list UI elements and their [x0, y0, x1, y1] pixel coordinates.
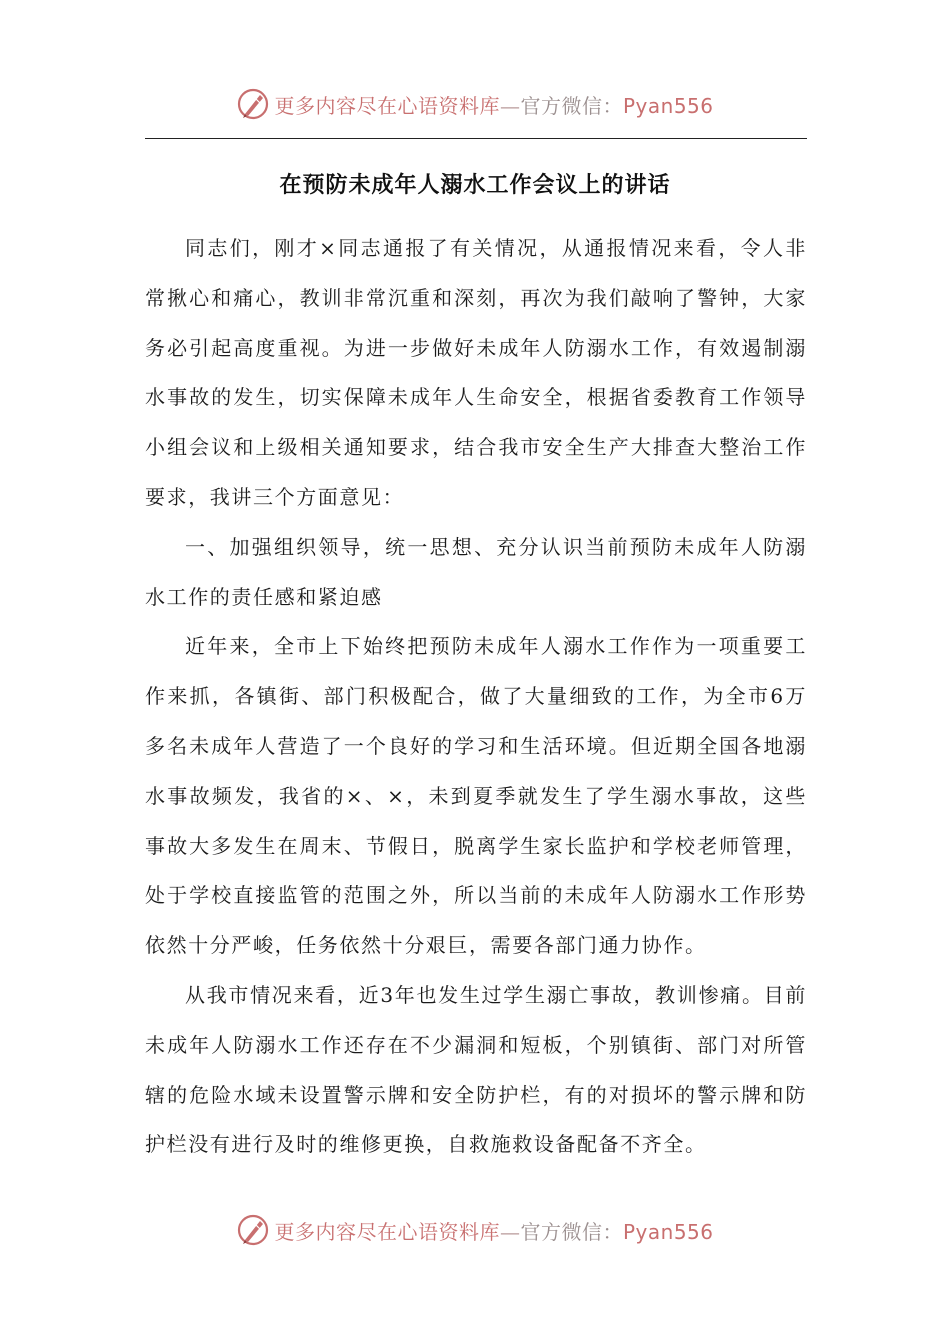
watermark-separator: — — [499, 1219, 521, 1244]
watermark-separator: — — [499, 93, 521, 118]
paragraph: 近年来，全市上下始终把预防未成年人溺水工作作为一项重要工作来抓，各镇街、部门积极配合，做了大量细致的工作，为全市6万多名未成年人营造了一个良好的学习和生活环境。但近期全国各地溺水事故频发，我省的×、×，未到夏季就发生了学生溺水事故，这些事故大多发生在周末、节假日，脱离学生家长监护和学校老师管理，处于学校直接监管的范围之外，所以当前的未成年人防溺水工作形势依然十分严峻，任务依然十分艰巨，需要各部门通力协作。 — [145, 634, 807, 958]
quill-pen-logo-icon — [236, 1213, 270, 1247]
document-body — [145, 224, 807, 1170]
section-heading: 一、加强组织领导，统一思想、充分认识当前预防未成年人防溺水工作的责任感和紧迫感 — [145, 534, 807, 609]
document-title: 在预防未成年人溺水工作会议上的讲话 — [279, 173, 671, 198]
watermark-main-text: 更多内容尽在心语资料库 — [274, 1219, 500, 1244]
watermark-wechat-label: 官方微信： — [520, 1219, 623, 1244]
paragraph: 从我市情况来看，近3年也发生过学生溺亡事故，教训惨痛。目前未成年人防溺水工作还存在不少漏洞和短板，个别镇街、部门对所管辖的危险水域未设置警示牌和安全防护栏，有的对损坏的警示牌和防护栏没有进行及时的维修更换，自救施救设备配备不齐全。 — [145, 982, 807, 1157]
header-divider — [145, 138, 807, 139]
paragraph: 同志们，刚才×同志通报了有关情况，从通报情况来看，令人非常揪心和痛心，教训非常沉重和深刻，再次为我们敲响了警钟，大家务必引起高度重视。为进一步做好未成年人防溺水工作，有效遏制溺水事故的发生，切实保障未成年人生命安全，根据省委教育工作领导小组会议和上级相关通知要求，结合我市安全生产大排查大整治工作要求，我讲三个方面意见： — [145, 236, 807, 509]
watermark-text — [274, 1216, 713, 1245]
watermark-wechat-id: Pyan556 — [622, 93, 714, 118]
watermark-wechat-id: Pyan556 — [622, 1219, 714, 1244]
watermark-text — [274, 90, 713, 119]
watermark-main-text: 更多内容尽在心语资料库 — [274, 93, 500, 118]
footer-watermark-banner — [0, 1210, 950, 1250]
watermark-wechat-label: 官方微信： — [520, 93, 623, 118]
quill-pen-logo-icon — [236, 87, 270, 121]
header-watermark-banner — [0, 84, 950, 124]
